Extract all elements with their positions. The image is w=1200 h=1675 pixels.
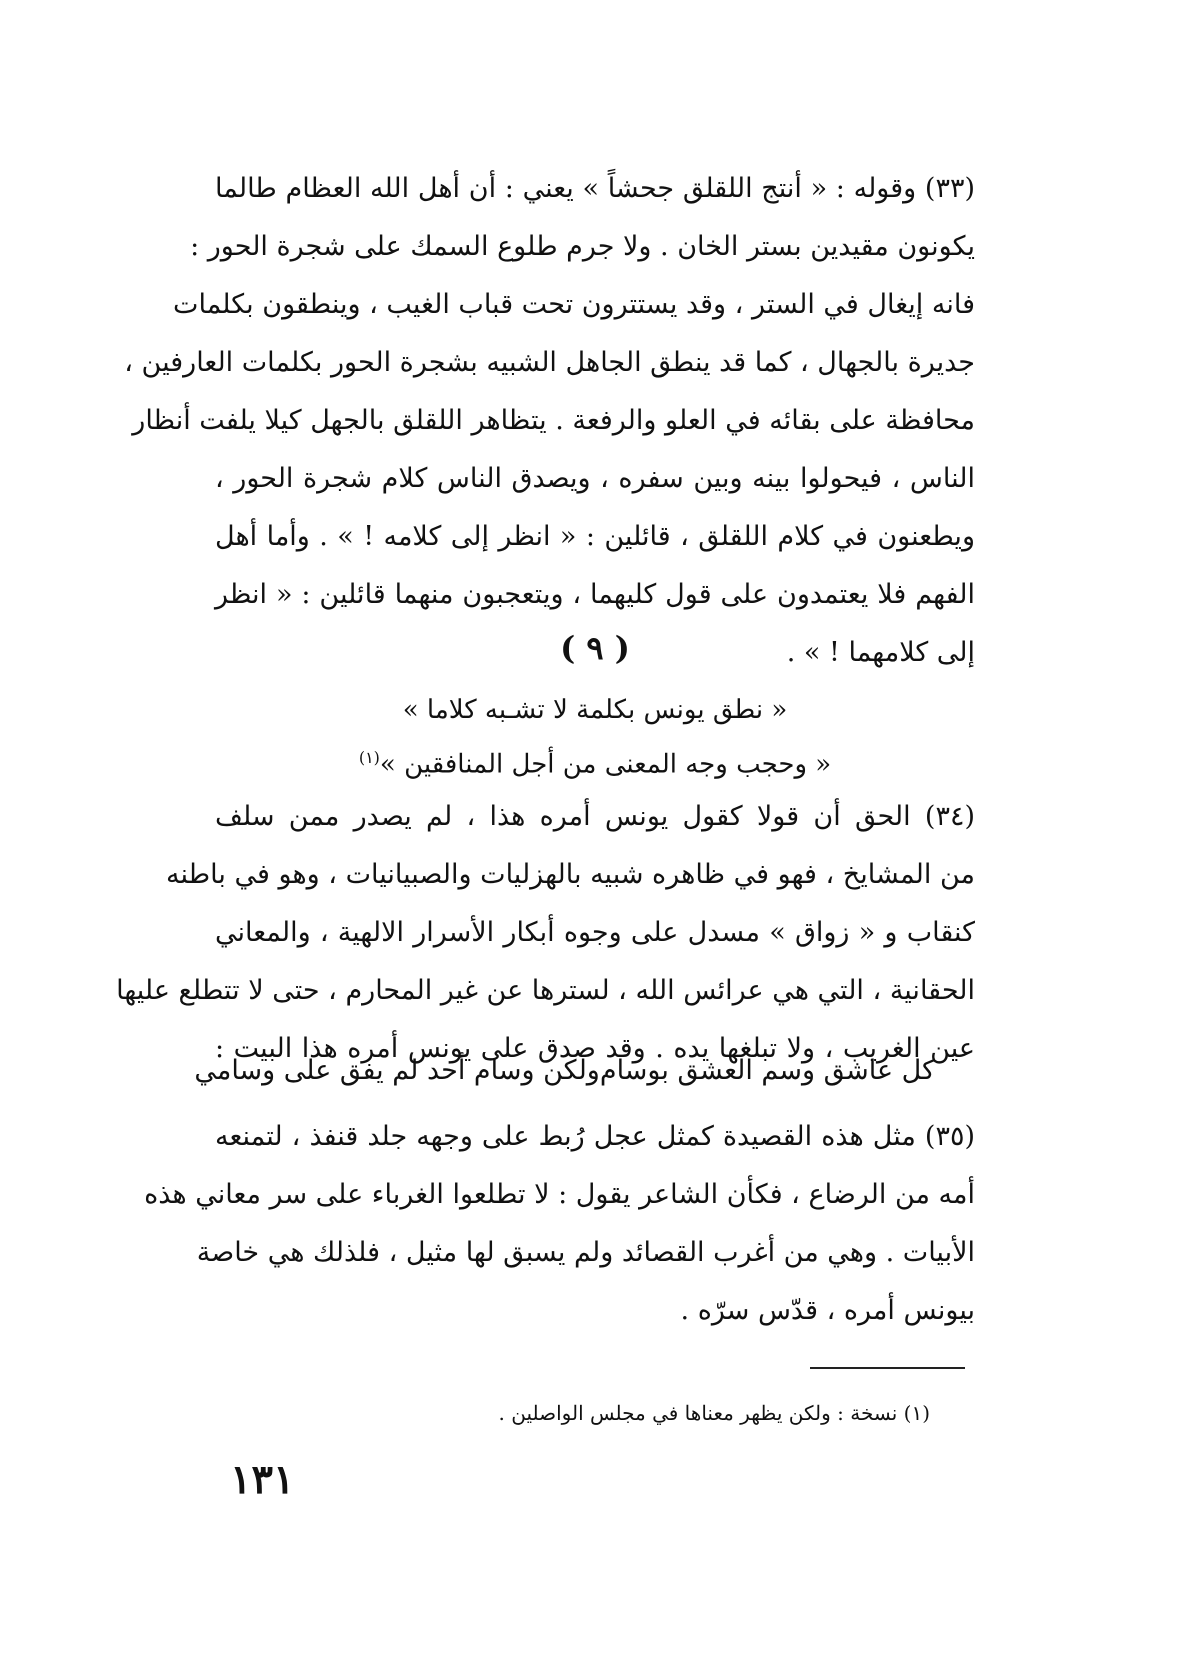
footnote-marker: (١)	[903, 1401, 930, 1425]
text-line: عين الغريب ، ولا تبلغها يده . وقد صدق على يونس أمره هذا البيت :	[215, 1033, 975, 1064]
text-line: كنقاب و « زواق » مسدل على وجوه أبكار الأسرار الالهية ، والمعاني	[215, 917, 975, 948]
footnote-divider	[810, 1367, 965, 1369]
section-title-line-2	[215, 738, 975, 785]
text-line: الناس ، فيحولوا بينه وبين سفره ، ويصدق الناس كلام شجرة الحور ،	[215, 463, 975, 494]
text-line: فانه إيغال في الستر ، وقد يستترون تحت قباب الغيب ، وينطقون بكلمات	[173, 289, 975, 320]
paragraph-33	[124, 160, 975, 682]
text-line: الأبيات . وهي من أغرب القصائد ولم يسبق لها مثيل ، فلذلك هي خاصة	[196, 1237, 975, 1268]
footnote-text: نسخة : ولكن يظهر معناها في مجلس الواصلين .	[498, 1401, 898, 1425]
verse-hemistich-1: كل عاشق وسم العشق بوسام	[599, 1055, 935, 1086]
text-line: الفهم فلا يعتمدون على قول كليهما ، ويتعجبون منهما قائلين : « انظر	[215, 579, 975, 610]
footnote	[215, 1398, 930, 1428]
verse	[194, 1046, 935, 1096]
text-line: (٣٥) مثل هذه القصيدة كمثل عجل رُبط على وجهه جلد قنفذ ، لتمنعه	[215, 1121, 975, 1152]
section-number: ( ٩ )	[560, 629, 630, 667]
section-title-line-1: « نطق يونس بكلمة لا تشـبه كلاما »	[402, 695, 788, 725]
paragraph-34	[116, 788, 975, 1078]
text-line: جديرة بالجهال ، كما قد ينطق الجاهل الشبيه بشجرة الحور بكلمات العارفين ،	[124, 347, 975, 378]
text-line: (٣٤) الحق أن قولا كقول يونس أمره هذا ، لم يصدر ممن سلف	[215, 801, 975, 832]
text-line: يكونون مقيدين بستر الخان . ولا جرم طلوع السمك على شجرة الحور :	[190, 231, 975, 262]
text-line: أمه من الرضاع ، فكأن الشاعر يقول : لا تطلعوا الغرباء على سر معاني هذه	[144, 1179, 975, 1210]
text-line: ويطعنون في كلام اللقلق ، قائلين : « انظر إلى كلامه ! » . وأما أهل	[215, 521, 975, 552]
text-line: بيونس أمره ، قدّس سرّه .	[680, 1295, 975, 1326]
text-line: الحقانية ، التي هي عرائس الله ، لسترها عن غير المحارم ، حتى لا تتطلع عليها	[116, 975, 975, 1006]
page-number: ١٣١	[230, 1456, 295, 1503]
section-title-line-2-text: « وحجب وجه المعنى من أجل المنافقين »	[379, 749, 832, 780]
paragraph-35	[144, 1108, 975, 1340]
text-line: (٣٣) وقوله : « أنتج اللقلق جحشاً » يعني : أن أهل الله العظام طالما	[215, 173, 975, 204]
text-line: محافظة على بقائه في العلو والرفعة . يتظاهر اللقلق بالجهل كيلا يلفت أنظار	[132, 405, 975, 436]
text-line: من المشايخ ، فهو في ظاهره شبيه بالهزليات والصبيانيات ، وهو في باطنه	[166, 859, 975, 890]
text-line: إلى كلامهما ! » .	[786, 637, 975, 668]
footnote-reference: (١)	[358, 748, 380, 767]
verse-hemistich-2: ولكن وسام أحد لم يفق على وسامي	[194, 1055, 600, 1086]
